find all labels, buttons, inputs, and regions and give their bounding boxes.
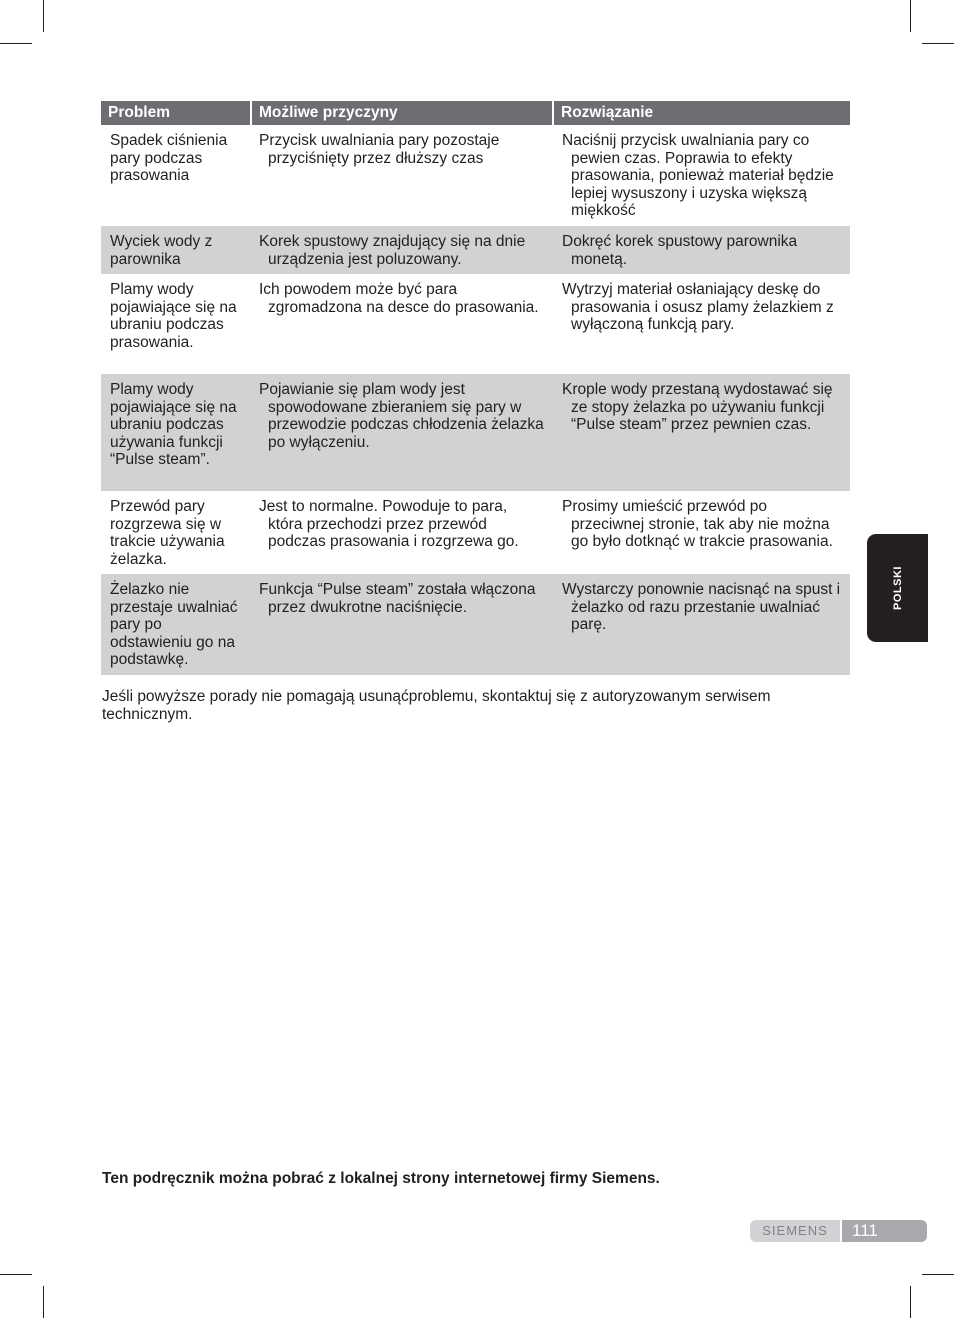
crop-mark xyxy=(910,1286,911,1318)
language-label: POLSKI xyxy=(891,566,904,610)
problem-cell: Żelazko nie przestaje uwalniać pary po odstawieniu go na podstawkę. xyxy=(101,574,251,675)
solution-cell: Wytrzyj materiał osłaniający deskę do prasowania i osusz plamy żelazkiem z wyłączoną funkcją pary. xyxy=(562,281,834,333)
cause-cell: Funkcja “Pulse steam” została włączona przez dwukrotne naciśnięcie. xyxy=(251,574,553,675)
header-causes: Możliwe przyczyny xyxy=(251,101,553,125)
cause-cell: Ich powodem może być para zgromadzona na desce do prasowania. xyxy=(259,281,539,316)
crop-mark xyxy=(43,0,44,32)
solution-cell: Krople wody przestaną wydostawać się ze stopy żelazka po używaniu funkcji “Pulse steam” przez pewnien czas. xyxy=(553,374,850,491)
service-note: Jeśli powyższe porady nie pomagają usunąćproblemu, skontaktuj się z autoryzowanym serwisem technicznym. xyxy=(102,688,771,723)
solution-cell: Prosimy umieścić przewód po przeciwnej stronie, tak aby nie można go było dotknąć w trakcie prasowania. xyxy=(562,498,833,550)
header-solution: Rozwiązanie xyxy=(553,101,850,125)
header-problem: Problem xyxy=(101,101,251,125)
footer-brand: SIEMENS xyxy=(750,1220,840,1242)
cause-cell: Przycisk uwalniania pary pozostaje przyciśnięty przez dłuższy czas xyxy=(259,132,500,167)
table-row xyxy=(101,574,850,675)
table-row xyxy=(101,274,850,374)
problem-cell: Wyciek wody z parownika xyxy=(101,226,251,274)
crop-mark xyxy=(0,1274,32,1275)
crop-mark xyxy=(910,0,911,32)
table-row xyxy=(101,491,850,574)
language-tab xyxy=(867,534,928,642)
cause-cell: Korek spustowy znajdujący się na dnie urządzenia jest poluzowany. xyxy=(251,226,553,274)
crop-mark xyxy=(922,43,954,44)
table-header-row xyxy=(101,101,850,125)
page-number: 111 xyxy=(842,1220,927,1242)
problem-cell: Przewód pary rozgrzewa się w trakcie używania żelazka. xyxy=(110,498,225,568)
cause-cell: Pojawianie się plam wody jest spowodowane zbieraniem się pary w przewodzie podczas chłodzenia żelazka po wyłączeniu. xyxy=(251,374,553,491)
solution-cell: Naciśnij przycisk uwalniania pary co pewien czas. Poprawia to efekty prasowania, ponieważ materiał będzie lepiej wysuszony i uzyska większą miękkość xyxy=(562,132,834,219)
problem-cell: Spadek ciśnienia pary podczas prasowania xyxy=(110,132,228,184)
solution-cell: Wystarczy ponownie nacisnąć na spust i żelazko od razu przestanie uwalniać parę. xyxy=(553,574,850,675)
download-note: Ten podręcznik można pobrać z lokalnej strony internetowej firmy Siemens. xyxy=(102,1170,660,1187)
table-row xyxy=(101,374,850,491)
table-row xyxy=(101,125,850,226)
problem-cell: Plamy wody pojawiające się na ubraniu podczas prasowania. xyxy=(110,281,237,351)
solution-cell: Dokręć korek spustowy parownika monetą. xyxy=(553,226,850,274)
troubleshooting-table xyxy=(101,101,850,675)
problem-cell: Plamy wody pojawiające się na ubraniu podczas używania funkcji “Pulse steam”. xyxy=(101,374,251,491)
crop-mark xyxy=(0,43,32,44)
crop-mark xyxy=(922,1274,954,1275)
cause-cell: Jest to normalne. Powoduje to para, która przechodzi przez przewód podczas prasowania i rozgrzewa go. xyxy=(259,498,519,550)
crop-mark xyxy=(43,1286,44,1318)
table-row xyxy=(101,226,850,274)
